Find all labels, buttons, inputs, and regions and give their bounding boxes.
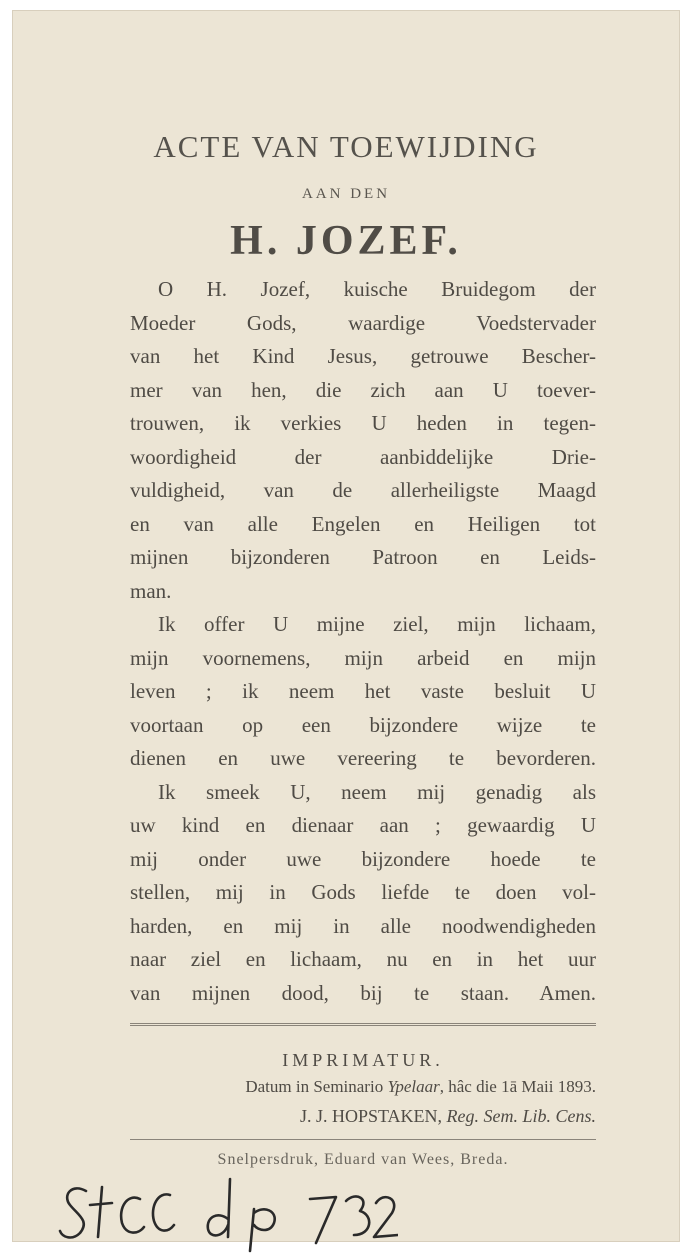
prayer-line: dienen en uwe vereering te bevorderen.	[130, 746, 596, 770]
devotional-card	[12, 10, 680, 1242]
printer-credit: Snelpersdruk, Eduard van Wees, Breda.	[217, 1151, 509, 1168]
prayer-line: stellen, mij in Gods liefde te doen vol-	[130, 880, 596, 904]
prayer-line: Ik offer U mijne ziel, mijn lichaam,	[158, 612, 596, 636]
divider-rule	[130, 1023, 596, 1026]
prayer-line: uw kind en dienaar aan ; gewaardig U	[130, 813, 596, 837]
prayer-line: vuldigheid, van de allerheiligste Maagd	[130, 478, 596, 502]
prayer-line: mijnen bijzonderen Patroon en Leids-	[130, 545, 596, 569]
datum-suffix: , hâc die 1ā Maii 1893.	[439, 1077, 596, 1096]
prayer-line: Moeder Gods, waardige Voedstervader	[130, 310, 596, 335]
title-acte-van-toewijding: ACTE VAN TOEWIJDING	[153, 129, 539, 164]
imprimatur-heading: IMPRIMATUR.	[282, 1050, 444, 1070]
prayer-line: leven ; ik neem het vaste besluit U	[130, 679, 596, 703]
handwritten-catalog-number	[58, 1173, 398, 1253]
prayer-text	[130, 273, 596, 1010]
prayer-line: voortaan op een bijzondere wijze te	[130, 712, 596, 737]
prayer-line: trouwen, ik verkies U heden in tegen-	[130, 411, 596, 435]
prayer-line: en van alle Engelen en Heiligen tot	[130, 511, 596, 536]
prayer-line: mijn voornemens, mijn arbeid en mijn	[130, 645, 596, 670]
prayer-line: man.	[130, 578, 172, 603]
title-h-jozef: H. JOZEF.	[230, 218, 462, 264]
censor-line	[130, 1106, 596, 1127]
censor-name: J. J. HOPSTAKEN,	[299, 1106, 447, 1126]
prayer-line: harden, en mij in alle noodwendigheden	[130, 913, 596, 938]
subtitle-aan-den: AAN DEN	[301, 186, 391, 202]
prayer-line: Ik smeek U, neem mij genadig als	[158, 779, 596, 804]
datum-place: Ypelaar	[387, 1077, 440, 1096]
prayer-line: mij onder uwe bijzondere hoede te	[130, 846, 596, 871]
censor-title: Reg. Sem. Lib. Cens.	[446, 1106, 596, 1126]
datum-prefix: Datum in Seminario	[245, 1077, 388, 1096]
prayer-line: O H. Jozef, kuische Bruidegom der	[158, 277, 596, 301]
imprimatur-date	[130, 1077, 596, 1097]
divider-rule-bottom	[130, 1139, 596, 1140]
prayer-line: naar ziel en lichaam, nu en in het uur	[130, 947, 596, 971]
prayer-line: mer van hen, die zich aan U toever-	[130, 377, 596, 402]
prayer-line: van mijnen dood, bij te staan. Amen.	[130, 980, 596, 1005]
prayer-line: van het Kind Jesus, getrouwe Bescher-	[130, 344, 596, 368]
prayer-line: woordigheid der aanbiddelijke Drie-	[130, 444, 596, 469]
